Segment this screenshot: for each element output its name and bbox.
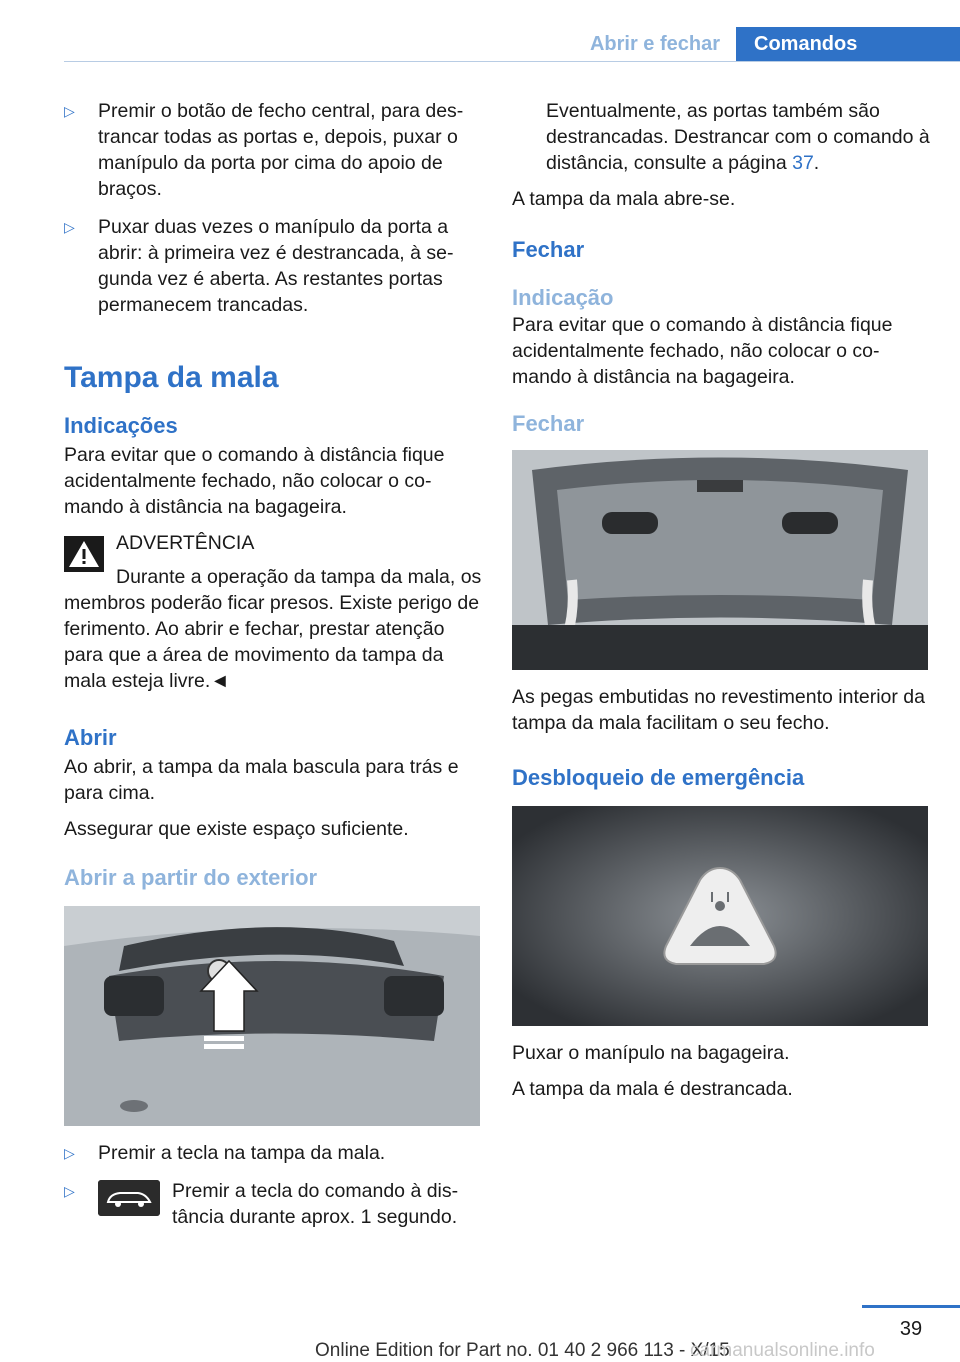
unlocked-text: A tampa da mala é destrancada. <box>512 1078 793 1100</box>
close-caption: As pegas embutidas no revestimento interior da tampa da mala facilitam o seu fecho. <box>512 686 925 734</box>
watermark: carmanualsonline.info <box>690 1340 875 1361</box>
open-text: Ao abrir, a tampa da mala bascula para trás e para cima. <box>64 756 459 804</box>
opens-text: A tampa da mala abre-se. <box>512 188 736 210</box>
bullet-triangle-icon: ▷ <box>64 103 75 119</box>
footer-text: Online Edition for Part no. 01 40 2 966 113 - X/15 <box>315 1340 730 1361</box>
trunk-exterior-image <box>64 906 480 1126</box>
close-heading: Fechar <box>512 237 585 262</box>
note-text: Para evitar que o comando à distância fique acidentalmente fechado, não colocar o comando à distância na bagageira. <box>512 314 893 388</box>
open-heading: Abrir <box>64 725 117 750</box>
notes-text: Para evitar que o comando à distância fique acidentalmente fechado, não colocar o comando à distância na bagageira. <box>64 444 445 518</box>
note-heading: Indicação <box>512 285 614 310</box>
warning-text: Durante a operação da tampa da mala, os membros poderão ficar presos. Existe perigo de ferimento. Ao abrir e fechar, prestar atenção para que a área de movimento da tampa da mala esteja livre.◄ <box>64 566 482 692</box>
list-item: ▷ Premir a tecla do comando à distância durante aprox. 1 segundo. <box>64 1180 459 1228</box>
left-column <box>64 98 482 1242</box>
list-item: ▷ Premir o botão de fecho central, para destrancar todas as portas e, depois, puxar o manípulo da porta por cima do apoio de braços. <box>64 100 464 200</box>
chapter-tab[interactable]: Comandos <box>736 27 960 61</box>
bullet-triangle-icon: ▷ <box>64 219 75 235</box>
page-number-rule <box>862 1305 960 1308</box>
warning-block <box>64 530 482 694</box>
section-title: Tampa da mala <box>64 361 279 394</box>
close-subheading: Fechar <box>512 411 585 436</box>
continued-text: Eventualmente, as portas também são destrancadas. Destrancar com o comando à distância, consulte a página 37. <box>546 100 930 174</box>
warning-title: ADVERTÊNCIA <box>116 532 255 554</box>
header-rule <box>64 61 960 62</box>
outside-heading: Abrir a partir do exterior <box>64 865 318 890</box>
bullet-triangle-icon: ▷ <box>64 1145 75 1161</box>
list-item: ▷ Premir a tecla na tampa da mala. <box>64 1142 386 1164</box>
notes-heading: Indicações <box>64 413 178 438</box>
emergency-release-image <box>512 806 928 1026</box>
trunk-lid-interior-image <box>512 450 928 670</box>
open-text-2: Assegurar que existe espaço suficiente. <box>64 818 409 840</box>
warning-icon <box>64 536 104 572</box>
page-number: 39 <box>899 1318 923 1340</box>
remote-trunk-key-icon <box>98 1180 160 1216</box>
list-item: ▷ Puxar duas vezes o manípulo da porta a abrir: à primeira vez é destrancada, à segunda vez é aberta. As restantes portas permanecem trancadas. <box>64 216 454 316</box>
bullet-triangle-icon: ▷ <box>64 1183 75 1199</box>
emergency-heading: Desbloqueio de emergência <box>512 765 805 790</box>
page-reference-link[interactable]: 37 <box>792 152 814 174</box>
right-column <box>512 98 930 1112</box>
section-tab[interactable]: Abrir e fechar <box>589 33 721 55</box>
pull-text: Puxar o manípulo na bagageira. <box>512 1042 790 1064</box>
